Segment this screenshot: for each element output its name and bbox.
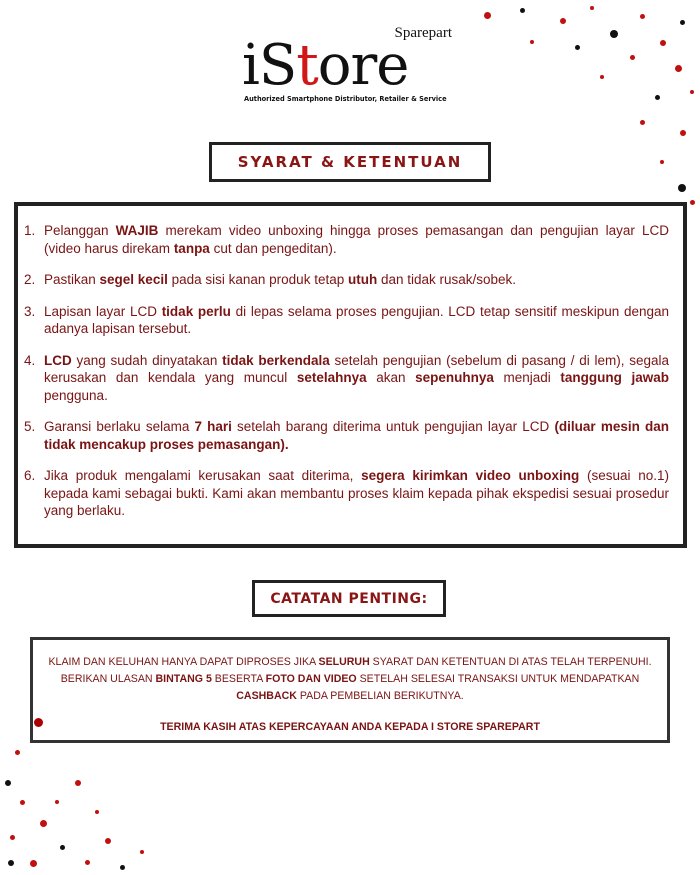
- text-segment: dan tidak rusak/sobek.: [377, 272, 517, 287]
- bold-text: tanpa: [173, 240, 210, 256]
- text-segment: setelah pengujian (sebelum di pasang / di lem), segala kerusakan dan kendala yang muncul: [44, 352, 670, 385]
- bold-text: 7 hari: [194, 419, 232, 434]
- decorative-dot: [120, 865, 125, 870]
- bold-text: BINTANG 5: [155, 673, 212, 685]
- term-text: [44, 271, 669, 289]
- text-segment: akan: [366, 370, 416, 385]
- decorative-dot: [640, 120, 645, 125]
- logo-accent: t: [296, 33, 318, 98]
- term-item: [24, 271, 669, 289]
- text-segment: SETELAH SELESAI TRANSAKSI UNTUK MENDAPATKAN: [356, 673, 640, 685]
- term-item: [24, 303, 669, 338]
- term-number: 6.: [24, 468, 36, 483]
- decorative-dot: [690, 90, 694, 94]
- bold-text: sepenuhnya: [415, 370, 494, 385]
- term-item: [24, 222, 669, 257]
- text-segment: Garansi berlaku selama: [44, 419, 195, 434]
- text-segment: menjadi: [493, 370, 561, 385]
- decorative-dot: [660, 40, 666, 46]
- page-title: SYARAT & KETENTUAN: [209, 142, 491, 182]
- bold-text: segera kirimkan video unboxing: [361, 468, 580, 483]
- text-segment: pada sisi kanan produk tetap: [167, 272, 348, 287]
- decorative-dot: [15, 750, 20, 755]
- term-item: [24, 418, 669, 453]
- decorative-dot: [520, 8, 525, 13]
- istore-logo: [236, 24, 466, 110]
- logo-tagline: Authorized Smartphone Distributor, Retailer & Service: [244, 95, 447, 103]
- decorative-dot: [60, 845, 65, 850]
- text-segment: SYARAT DAN KETENTUAN DI ATAS TELAH TERPENUHI. BERIKAN ULASAN: [60, 656, 652, 685]
- decorative-dot: [600, 75, 604, 79]
- decorative-dot: [5, 780, 11, 786]
- decorative-dot: [10, 835, 15, 840]
- decorative-dot: [660, 160, 664, 164]
- terms-box: [14, 202, 687, 548]
- decorative-dot: [655, 95, 660, 100]
- decorative-dot: [140, 850, 144, 854]
- text-segment: KLAIM DAN KELUHAN HANYA DAPAT DIPROSES JIKA: [48, 656, 319, 668]
- logo-prefix: iS: [242, 33, 297, 98]
- bold-text: CASHBACK: [236, 690, 297, 702]
- text-segment: BESERTA: [211, 673, 266, 685]
- logo-wordmark: [242, 33, 409, 98]
- decorative-dot: [690, 200, 695, 205]
- text-segment: Lapisan layar LCD: [44, 303, 162, 319]
- term-text: [44, 303, 669, 338]
- bold-text: tanggung jawab: [560, 370, 669, 385]
- bold-text: tidak perlu: [161, 303, 231, 319]
- bold-text: setelahnya: [296, 370, 367, 385]
- decorative-dot: [590, 6, 594, 10]
- decorative-dot: [55, 800, 59, 804]
- decorative-dot: [680, 20, 685, 25]
- text-segment: (sesuai no.1) kepada kami sebagai bukti. Kami akan membantu proses klaim kepada pihak ekspedisi sesuai prosedur yang berlaku.: [44, 468, 670, 518]
- bold-text: SELURUH: [318, 656, 370, 668]
- bold-text: tidak berkendala: [222, 352, 330, 368]
- thanks-text: TERIMA KASIH ATAS KEPERCAYAAN ANDA KEPADA I STORE SPAREPART: [160, 721, 540, 733]
- term-number: 3.: [24, 303, 36, 319]
- bold-text: FOTO DAN VIDEO: [265, 673, 357, 685]
- decorative-dot: [560, 18, 566, 24]
- decorative-dot: [678, 184, 686, 192]
- decorative-dot: [630, 55, 635, 60]
- decorative-dot: [575, 45, 580, 50]
- decorative-dot: [75, 780, 81, 786]
- text-segment: cut dan pengeditan).: [209, 240, 337, 256]
- bold-text: (diluar mesin dan tidak mencakup proses pemasangan).: [44, 419, 669, 452]
- text-segment: Pelanggan: [44, 223, 116, 238]
- decorative-dot: [30, 860, 37, 867]
- term-number: 5.: [24, 419, 36, 434]
- text-segment: Pastikan: [44, 272, 100, 287]
- term-number: 4.: [24, 352, 36, 368]
- term-text: [44, 467, 669, 520]
- decorative-dot: [484, 12, 491, 19]
- decorative-dot: [95, 810, 99, 814]
- text-segment: Jika produk mengalami kerusakan saat diterima,: [44, 468, 362, 483]
- decorative-dot: [8, 860, 14, 866]
- decorative-dot: [610, 30, 618, 38]
- term-number: 1.: [24, 223, 36, 238]
- term-item: [24, 352, 669, 405]
- terms-list: [24, 222, 669, 520]
- bold-text: utuh: [347, 272, 378, 287]
- decorative-dot: [680, 130, 686, 136]
- decorative-dot: [20, 800, 25, 805]
- bold-text: WAJIB: [115, 223, 159, 238]
- text-segment: setelah barang diterima untuk pengujian layar LCD: [231, 419, 555, 434]
- text-segment: pengguna.: [44, 387, 108, 403]
- note-title: CATATAN PENTING:: [252, 580, 446, 617]
- text-segment: merekam video unboxing hingga proses pemasangan dan pengujian layar LCD (video harus direkam: [44, 223, 669, 256]
- term-text: [44, 418, 669, 453]
- notes-box: [30, 637, 670, 743]
- decorative-dot: [640, 14, 645, 19]
- text-segment: yang sudah dinyatakan: [71, 352, 223, 368]
- text-segment: PADA PEMBELIAN BERIKUTNYA.: [296, 690, 464, 702]
- logo-sub: Sparepart: [394, 25, 452, 41]
- term-text: [44, 222, 669, 257]
- decorative-dot: [105, 838, 111, 844]
- logo-suffix: ore: [317, 33, 409, 98]
- term-text: [44, 352, 669, 405]
- term-number: 2.: [24, 272, 36, 287]
- notes-text: [41, 654, 659, 705]
- decorative-dot: [675, 65, 682, 72]
- term-item: [24, 467, 669, 520]
- bold-text: LCD: [44, 352, 72, 368]
- bold-text: segel kecil: [99, 272, 168, 287]
- decorative-dot: [85, 860, 90, 865]
- decorative-dot: [40, 820, 47, 827]
- decorative-dot: [34, 718, 43, 727]
- decorative-dot: [530, 40, 534, 44]
- text-segment: di lepas selama proses pengujian. LCD tetap sensitif meskipun dengan adanya lapisan tersebut.: [44, 303, 670, 336]
